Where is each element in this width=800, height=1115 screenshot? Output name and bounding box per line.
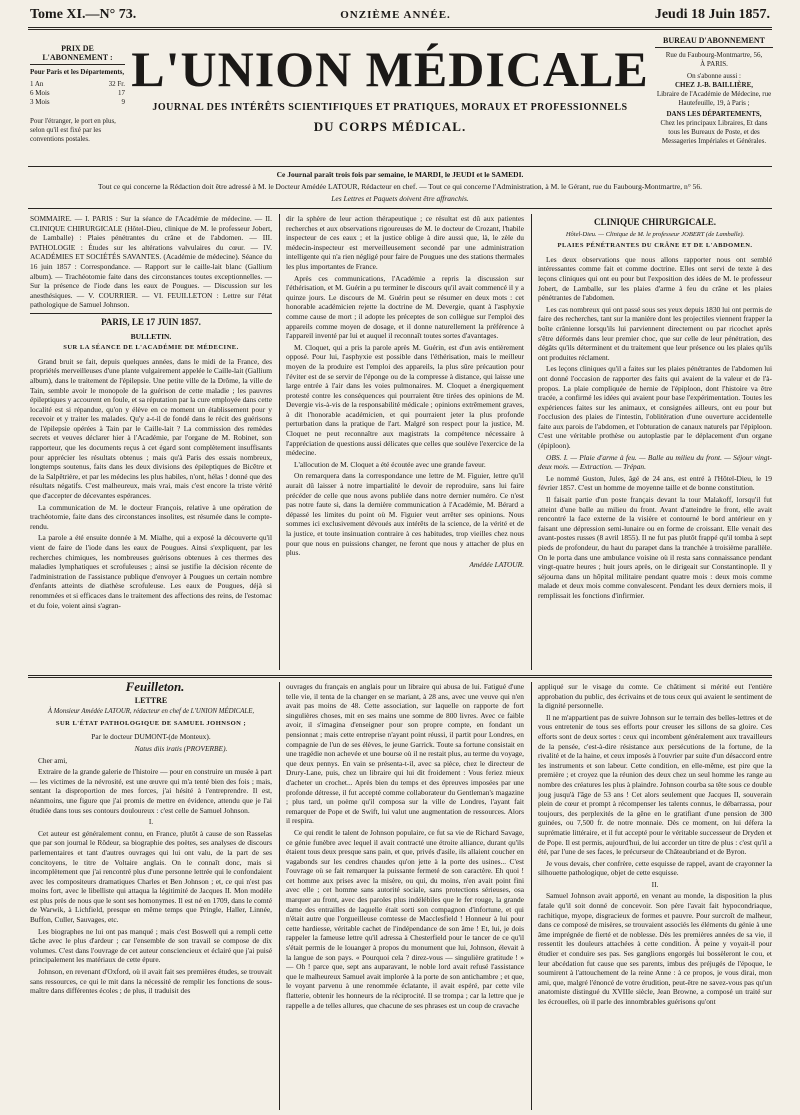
notice-line-2: Tout ce qui concerne la Rédaction doit être adressé à M. le Docteur Amédée LATOUR, Rédacteur en chef. — Tout ce qui concerne l'Administration, à M. le Gérant, rue du Faubourg-Montmartre, n° 56. — [98, 182, 702, 191]
feuilleton-column-1 — [30, 682, 272, 1110]
lettre-to: À Monsieur Amédée LATOUR, rédacteur en chef de L'UNION MÉDICALE, — [47, 708, 255, 716]
office-address: Rue du Faubourg-Montmartre, 56, — [665, 51, 763, 59]
feuilleton-column-3 — [538, 682, 772, 1110]
col2-para-5: On remarquera dans la correspondance une lettre de M. Figuier, lettre qu'il aurait dû laisser à notre impartialité le devoir de reproduire, sans lui faire précéder de celle que nous avons publiée dans notre dernier numéro. Ce n'est pas notre faute si, dans la dernière communication à l'Académie, M. Bérard a dépassé les limites du point où M. Figuier veut arrêter ses opinions. Nous sommes ici exclusivement dévoués aux intérêts de la science, de la vérité et de la justice, et toute insinuation contraire à ces habitudes, trop vieilles chez nous pour que nous en puissions changer, ne feront que nous y attacher de plus en plus. — [286, 471, 524, 558]
clinique-sub-2: PLAIES PÉNÉTRANTES DU CRÂNE ET DE L'ABDOMEN. — [557, 242, 753, 250]
office-box — [655, 36, 773, 146]
notice-rule — [28, 208, 772, 209]
issue-line — [30, 4, 770, 26]
office-title: BUREAU D'ABONNEMENT — [655, 36, 773, 48]
feuil-c3-para-2: Il ne m'appartient pas de suivre Johnson sur le terrain des belles-lettres et de vous entretenir de tous ses efforts pour creuser les sillons de sa gloire. Ces efforts sont de deux sortes : ceux qui incombent généralement aux travailleurs de la pensée, c'est-à-dire résistance aux persécutions de la fortune, de la rivalité et de la haine, et ceux imposés à l'ouvrier par suite d'un désaccord entre les instruments et son labeur. Cette condition, en elle-même, est pire que la première ; et croyez que la réunion des deux chez un seul homme les range au nombre des créatures les plus à plaindre. Johnson courba sa tête sous ce double joug jusqu'à l'âge de 53 ans ! Cet alors seulement que Jacques II, souverain plein de cœur et prompt à récompenser les talents connus, le débarrassa, pour toujours, des perplexités de la gêne en le gratifiant d'une pension de 300 guinées, ou 7,500 fr. de notre monnaie. Dès ce moment, on lui défera la suprématie littéraire, et il fut accepté pour le véritable successeur de Dryden et de Pope. Il est permis, aujourd'hui, de lui accorder un titre de plus : c'est qu'il a été, par l'une de ses faces, le précurseur de Châteaubriand et de Byron. — [538, 712, 772, 857]
price-for: Pour Paris et les Départements, — [30, 68, 125, 76]
journal-subtitle-2: DU CORPS MÉDICAL. — [313, 119, 467, 134]
column-3 — [538, 214, 772, 670]
column-1 — [30, 214, 272, 670]
office-dept-desc: Chez les principaux Libraires, Et dans tous les Bureaux de Poste, et des Messageries Impériales et Générales. — [660, 119, 768, 145]
bulletin-subheading: SUR LA SÉANCE DE L'ACADÉMIE DE MÉDECINE. — [63, 344, 239, 352]
journal-title: L'UNION MÉDICALE — [131, 41, 649, 97]
price-row-3 — [30, 98, 125, 107]
column-divider-2 — [531, 214, 532, 670]
clinique-sub: Hôtel-Dieu. — Clinique de M. le professeur JOBERT (de Lamballe). — [565, 230, 745, 238]
lettre-motto: Natus diis iratis (PROVERBE). — [134, 743, 228, 753]
col2-para-1: dir la sphère de leur action thérapeutique ; ce résultat est dû aux patientes recherches et aux observations rigoureuses de M. le docteur de Crozant, l'habile inspecteur de ces eaux ; et la justice oblige à dire aussi que, là, le zèle du médecin-inspecteur est merveilleusement secondé par une administration intelligente qui n'a rien négligé pour faire de Pougues une des stations thermales les plus importantes de France. — [286, 214, 524, 271]
col2-para-2: Après ces communications, l'Académie a repris la discussion sur l'éthérisation, et M. Guérin a pu terminer le discours qu'il avait commencé il y a quinze jours. Le discours de M. Guérin peut se résumer en deux mots : cet honorable académicien rejette la doctrine de M. Devergie, quant à l'asphyxie comme cause de mort ; il adopte les préceptes de son collègue sur l'emploi des appareils comme moyen de dosage, et il donne naturellement la préférence à l'appareil inventé par lui et auquel il reconnaît toutes sortes d'avantages. — [286, 273, 524, 341]
top-rule — [28, 27, 772, 28]
feuil-para-5: Johnson, en revenant d'Oxford, où il avait fait ses premières études, se trouvait sans ressources, ce qui le mit dans la nécessité de remplir les fonctions de sous-maître dans différentes écoles ; de plus, il traduisit des — [30, 967, 272, 996]
feuil-c2-para-1: ouvrages du français en anglais pour un libraire qui abusa de lui. Fatigué d'une telle vie, il tenta de la changer en se mariant, à 28 ans, avec une veuve qui n'en avait pas moins de 48. Cette association, sur laquelle on rapporte de fort singulières choses, mit en ses mains une somme de 800 livres. Avec ce faible avoir, il s'imagina d'enseigner pour son propre compte, en fondant un pensionnat ; mais cette entreprise n'ayant point réussi, il partit pour Londres, en compagnie de l'un de ses élèves, le jeune Garrick. Toute sa fortune consistait en une tragédie non achevée et une bourse où il ne restait plus, au terme du voyage, que deux pennys. En vain se présenta-t-il, avec sa pièce, chez le directeur de Drury-Lane, puis, chez un libraire qui lui dit froidement : Vous feriez mieux d'acheter un crochet... Après bien du temps et des épreuves imposées par une profonde détresse, il fut accepté comme collaborateur du Gentleman's magazine ; plus tard, un poème qu'il composa sur la ville de Londres, l'ayant fait remarquer de Pope et de Swift, lui valut une augmentation de ressources. Alors il respira. — [286, 682, 524, 826]
price-foreign: Pour l'étranger, le port en plus, selon qu'il est fixé par les conventions postales. — [30, 117, 116, 143]
col3-obs: OBS. I. — Plaie d'arme à feu. — Balle au milieu du front. — Séjour vingt-deux mois. — Extraction. — Trépan. — [538, 452, 772, 472]
price-row-1 — [30, 80, 125, 89]
col3-para-2: Les cas nombreux qui ont passé sous ses yeux depuis 1830 lui ont permis de faire des recherches, tant sur la manière dont les projectiles viennent frapper la boîte crânienne lorsqu'ils lui parviennent directement ou par ricochet après s'être déformés dans leur premier choc, que sur celle de leur pénétration, des dégâts qu'ils déterminent et du traitement que leur présence ou les plaies qu'ils ont produites réclament. — [538, 304, 772, 362]
col1-para-3: La parole a été ensuite donnée à M. Mialhe, qui a exposé la découverte qu'il vient de faire de l'iode dans les eaux de Pougues. Ainsi s'expliquent, par les recherches chimiques, les nombreuses guérisons obtenues à ces thermes des maladies lymphatiques et scrofuleuses ; ainsi se justifie la décision récente de l'administration de l'assistance publique d'envoyer à Pougues un certain nombre d'enfants atteints de diathèse scrofuleuse. Les eaux de Pougues, déjà si renommées et si efficaces dans le traitement des affections des reins, de l'estomac et du foie, voient ainsi s'agran- — [30, 533, 272, 610]
office-agent-desc: Libraire de l'Académie de Médecine, rue Hautefeuille, 19, à Paris ; — [656, 90, 772, 107]
masthead — [130, 40, 650, 135]
paris-heading: PARIS, LE 17 JUIN 1857. — [101, 316, 201, 327]
col3-para-4: Le nommé Guston, Jules, âgé de 24 ans, est entré à l'Hôtel-Dieu, le 19 février 1857. C'est un homme de moyenne taille et de bonne constitution. — [538, 473, 772, 493]
notice-line-3: Les Lettres et Paquets doivent être affranchis. — [331, 194, 469, 203]
col1-para-2: La communication de M. le docteur François, relative à une opération de trachéotomie, faite dans des circonstances insolites, est résumée dans le compte-rendu. — [30, 502, 272, 531]
top-rule-2 — [28, 29, 772, 30]
feuil-para-4: Les biographes ne lui ont pas manqué ; mais c'est Boswell qui a rempli cette tâche avec le plus d'ardeur ; car l'ensemble de son travail se compose de dix volumes. C'est dans l'ouvrage de cet auteur consciencieux et éclairé que j'ai puisé principalement les matériaux de cette épure. — [30, 926, 272, 965]
feuil-section-1: I. — [148, 817, 154, 827]
masthead-rule — [28, 166, 772, 167]
column-2 — [286, 214, 524, 670]
bulletin-heading: BULLETIN. — [130, 331, 172, 341]
feuil-para-2: Extraire de la grande galerie de l'histoire — pour en construire un musée à part — les victimes de la névrosité, est une œuvre qui m'a tenté bien des fois ; mais, sentant la disproportion de mes forces, j'ai hésité à l'entreprendre. Il est, néanmoins, une figure que j'ai promis de mettre en évidence, attendu que je l'ai étudiée dans tous ses contours douloureux : c'est celle de Samuel Johnson. — [30, 767, 272, 815]
feuil-para-1: Cher ami, — [38, 755, 68, 765]
office-dept: DANS LES DÉPARTEMENTS, — [666, 110, 762, 118]
tome-number: Tome XI.—N° 73. — [30, 7, 137, 22]
lettre-heading: LETTRE — [134, 695, 168, 705]
price-value: 17 — [118, 89, 125, 97]
price-label: 6 Mois — [30, 89, 50, 97]
feuil-c3-para-3: Je vous devais, cher confrère, cette esquisse de rappel, avant de crayonner la silhouette pathologique, objet de cette esquisse. — [538, 858, 772, 878]
column-divider-1 — [279, 214, 280, 670]
feuilleton-divider-2 — [531, 682, 532, 1110]
col1-para-1: Grand bruit se fait, depuis quelques années, dans le midi de la France, des propriétés merveilleuses d'une plante vulgairement appelée le Caille-lait (Gallium album), dans le traitement de l'épilepsie. Une petite ville de la Drôme, la ville de Tain, semble avoir le monopole de la guérison de cette maladie ; les pauvres épileptiques y accourent en foule, et sa réputation par la cure employée dans cette localité est si répandue, qu'on y élève en ce moment un établissement pour y recevoir et y traiter les malades. Qu'y a-t-il de fondé dans le récit des guérisons de l'épilepsie opérées à Tain par le Caille-lait ? La commission des remèdes secrets et veuves déclarer hier à l'Académie, par l'organe de M. Robinet, son rapporteur, que les documents reçus à cet égard sont complètement insuffisants pour apprécier les résultats obtenus ; mais qu'à Paris des essais nombreux, longtemps soutenus, faits dans les deux divisions des épileptiques de Bicêtre et de la Salpêtrière, et par les médecins les plus habiles, n'ont, hélas ! donné que des résultats négatifs. C'est malheureux, mais vrai, mais c'est encore la triste vérité que d'accepter de décevantes espérances. — [30, 356, 272, 501]
feuilleton-title: Feuilleton. — [125, 682, 185, 694]
price-label: 3 Mois — [30, 98, 50, 106]
price-row-2 — [30, 89, 125, 98]
col3-para-1: Les deux observations que nous allons rapporter nous ont semblé intéressantes comme fait et comme doctrine. Elles ont servi de texte à des leçons cliniques qui ont eu pour but l'exposition des idées de M. le professeur Jobert, de Lamballe, sur les plaies d'arme à feu du crâne et les plaies pénétrantes de l'abdomen. — [538, 254, 772, 303]
feuilleton-rule — [28, 675, 772, 676]
year-label: ONZIÈME ANNÉE. — [340, 9, 451, 21]
issue-date: Jeudi 18 Juin 1857. — [654, 7, 770, 22]
office-agent: CHEZ J.-B. BAILLIÈRE, — [675, 81, 753, 89]
price-label: 1 An — [30, 80, 44, 88]
col2-signature: Amédée LATOUR. — [469, 559, 524, 569]
col2-para-3: M. Cloquet, qui a pris la parole après M. Guérin, est d'un avis entièrement opposé. Pour lui, l'asphyxie est possible dans l'éthérisation, mais le meilleur moyen de la produire est l'emploi des appareils, la plus sûre précaution pour l'éviter est de se servir de l'éponge ou de la compresse à distance, qui laisse une large entrée à l'air dans les voies pulmonaires. M. Cloquet a énergiquement protesté contre les conséquences qui pourraient être tirées des opinions de M. Devergie vis-à-vis de la responsabilité médicale ; opinions extrêmement graves, à dit l'honorable académicien, et qui pourraient jeter la plus profonde perturbation dans la pratique de l'art. Malgré son respect pour la justice, M. Cloquet ne peut reconnaître aux magistrats la compétence nécessaire à l'appréciation de questions aussi délicates que celles que soulève l'exercice de la médecine. — [286, 342, 524, 458]
feuil-c3-para-4: Samuel Johnson avait apporté, en venant au monde, la disposition la plus fatale qu'il soit donné de concevoir. Son père l'avait fait hypocondriaque, rachitique, myope, disgracieux de formes et pauvre. Pour surcroît de malheur, dans ce composé de misères, se trouvaient associés les éléments du génie à une âme imprégnée de fierté et de noblesse. Dès les premières années de sa vie, il ressentit les douleurs attachées à cette condition. À peine y voyait-il pour étudier et conduire ses pas. Ses ganglions engorgés lui bossèleront le cou, et leur abcédation fut cause que ses parents, imbus des préjugés de l'époque, le soumirent à l'attouchement de la reine Anne : à ce propos, je vous dirai, mon ami, que, malgré l'énoncé de votre érudition, peut-être ne savez-vous pas qu'un anatomiste distingué du XVIIIe siècle, Jean Browne, a composé un traité sur les écrouelles, où il parle des innombrables guérisons qu'ont — [538, 891, 772, 1006]
feuilleton-rule-2 — [28, 677, 772, 678]
price-value: 32 Fr. — [108, 80, 125, 88]
office-city: À PARIS. — [700, 60, 728, 68]
clinique-heading: CLINIQUE CHIRURGICALE. — [593, 217, 717, 227]
sommaire: SOMMAIRE. — I. PARIS : Sur la séance de l'Académie de médecine. — II. CLINIQUE CHIRURGICALE (Hôtel-Dieu, clinique de M. le professeur Jobert, de Lamballe) : Plaies pénétrantes du crâne et de l'abdomen. — III. PATHOLOGIE : Études sur les altérations valvulaires du cœur. — IV. ACADÉMIES ET SOCIÉTÉS SAVANTES. (Académie de médecine). Séance du 16 juin 1857 : Correspondance. — Rapport sur le caille-lait blanc (Gallium album). — Trachéotomie faite dans des circonstances toutes exceptionnelles. — Sur la présence de l'iode dans les eaux de Pougues. — Discussion sur les anesthésiques. — V. COURRIER. — VI. FEUILLETON : Lettre sur l'état pathologique de Samuel Johnson. — [30, 214, 272, 310]
notice-line-1: Ce Journal paraît trois fois par semaine, le MARDI, le JEUDI et le SAMEDI. — [276, 170, 524, 179]
feuil-para-3: Cet auteur est généralement connu, en France, plutôt à cause de son Rasselas que par son journal le Rôdeur, sa biographie des poètes, ses analyses de discours parlementaires et tant d'autres ouvrages qui lui ont valu, de la part de ses concitoyens, le titre de Voltaire anglais. On le connaît donc, mais si incomplètement que j'ai rencontré plus d'une personne lettrée qui le confondaient avec les compositeurs dramatiques Charles et Ben Johnson ; et, ce qui n'est pas moins fort, avec le libelliste qui attaqua la légitimité de Jacques II. Mon modèle est plus près de nous que le sont ses homonymes. Il est né en 1709, dans le comté de Warwik, à Lichfield, presque en même temps que Pringle, Haller, Linnée, Buffon, Culler, Sauvages, etc. — [30, 828, 272, 925]
col3-para-5: Il faisait partie d'un poste français devant la tour Malakoff, lorsqu'il fut atteint d'une balle au milieu du front. Avant d'atteindre le front, elle avait rencontré la face externe de la visière et contourné le bord antérieur en y faisant une dépression semi-lunaire ou en forme de croissant. Elle venait des avant-postes russes (8 avril 1855). Il ne fut pas plutôt frappé qu'il tomba à sept pieds de profondeur, du haut du parapet dans la tranchée à troisième parallèle. On le porta dans une ambulance voisine où il resta sans connaissance pendant vingt-quatre heures ; huit jours après, on le dirigeait sur Constantinople. Il y séjourna dans un hôpital militaire pendant quatre mois : deux mois comme malade et deux mois comme convalescent. Pendant les deux derniers mois, il remplissait les fonctions d'infirmier. — [538, 495, 772, 600]
lettre-author: Par le docteur DUMONT-(de Monteux). — [91, 732, 211, 742]
col2-para-4: L'allocution de M. Cloquet a été écoutée avec une grande faveur. — [294, 459, 486, 469]
feuilleton-column-2 — [286, 682, 524, 1110]
price-box — [30, 44, 125, 144]
price-title: PRIX DE L'ABONNEMENT : — [30, 44, 125, 65]
price-value: 9 — [121, 98, 125, 106]
lettre-subject: SUR L'ÉTAT PATHOLOGIQUE DE SAMUEL JOHNSON ; — [55, 719, 247, 727]
journal-subtitle: JOURNAL DES INTÉRÊTS SCIENTIFIQUES ET PRATIQUES, MORAUX ET PROFESSIONNELS — [152, 102, 628, 113]
feuilleton-divider-1 — [279, 682, 280, 1110]
feuil-c3-para-1: appliqué sur le visage du comte. Ce châtiment si mérité eut l'entière approbation du public, des écrivains et de tous ceux qui avaient le sentiment de la dignité personnelle. — [538, 682, 772, 711]
office-also: On s'abonne aussi : — [687, 72, 741, 80]
feuil-section-2: II. — [651, 879, 659, 889]
feuil-c2-para-2: Ce qui rendit le talent de Johnson populaire, ce fut sa vie de Richard Savage, ce génie funèbre avec lequel il avait contracté une étroite alliance, durant qu'ils étaient tous deux presque sans pain, et que, privés d'asile, ils allaient coucher en vagabonds sur les cendres chaudes qu'on jette à la porte des usines... C'est l'ouvrage où se fait remarquer la puissante fermeté de son caractère. Eh quoi ! cet homme aux prises avec la misère, ou qui, du moins, n'en avait point fini avec elle ; cet homme sans autorité sociale, sans protections sérieuses, osa marquer au front, avec des paroles plus indélébiles que le fer rouge, la grande dame des entrailles de laquelle était sorti son compagnon d'infortune, et qui n'était autre que l'orgueilleuse comtesse de Macclesfield ! Honneur à lui pour cette hardiesse, véritable cachet de l'indépendance de son âme ! Et, lui, je dois rappeler la fameuse lettre qu'il adressa à Chesterfield pour le tancer de ce qu'il s'était permis de le louanger à propos du monument que lui, Johnson, élevait à la langue de son pays. « Pourquoi cela ? direz-vous — singulière gratitude ! » — Oh ! parce que, sept ans auparavant, le noble lord avait refusé l'assistance que le malheureux Samuel avait implorée à la porte de son antichambre ; et que, le voyant parvenu à une renommée éclatante, il avait espéré, par cette vile flatterie, obtenir les honneurs de la réciprocité. Il se trompa ; car la lettre que je rappelle a de telles allures, que chacune de ses phrases est un coup de cravache — [286, 827, 524, 1010]
col3-para-3: Les leçons cliniques qu'il a faites sur les plaies pénétrantes de l'abdomen lui ont donné l'occasion de rapporter des faits qui avaient de la valeur et de l'à-propos. La plaie compliquée de hernie de l'épiploon, dont l'histoire va être tracée, a confirmé les idées qui avaient pour base l'expérimentation. Toutes les expériences faites sur les animaux, et consignées ailleurs, ont eu pour but l'occlusion des plaies de l'intestin, l'oblitération d'une ouverture accidentelle faite aux parois de l'abdomen, et l'obturation de canaux naturels par l'épiploon. C'est une véritable prothèse ou autoplastie par le déplacement d'un organe (épiploon). — [538, 364, 772, 451]
